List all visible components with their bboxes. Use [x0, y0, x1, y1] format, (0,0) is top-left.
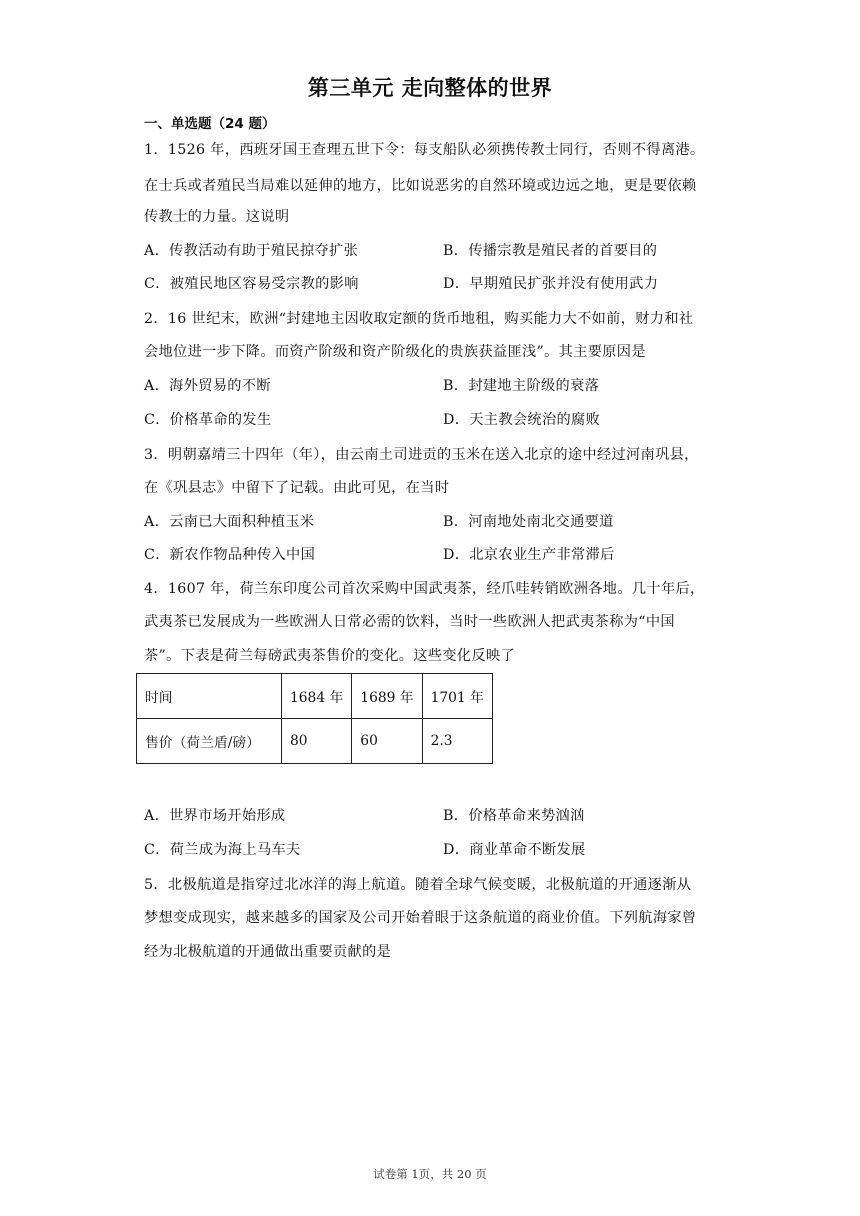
q3-option-d: D．北京农业生产非常滞后 — [443, 547, 615, 563]
page-footer: 试卷第 1页，共 20 页 — [373, 1167, 487, 1181]
q3-line-1: 3．明朝嘉靖三十四年（年），由云南土司进贡的玉米在送入北京的途中经过河南巩县， — [144, 447, 699, 463]
q2-line-2: 会地位进一步下降。而资产阶级和资产阶级化的贵族获益匪浅”。其主要原因是 — [144, 344, 646, 360]
q3-option-a: A．云南已大面积种植玉米 — [144, 514, 315, 530]
price-table — [136, 673, 493, 764]
section-heading: 一、单选题（24 题） — [144, 116, 276, 132]
q2-option-c: C．价格革命的发生 — [144, 412, 272, 428]
q2-option-d: D．天主教会统治的腐败 — [443, 412, 601, 428]
q4-line-1: 4．1607 年，荷兰东印度公司首次采购中国武夷茶，经爪哇转销欧洲各地。几十年后， — [144, 581, 705, 597]
q2-line-1: 2．16 世纪末，欧洲“封建地主因收取定额的货币地租，购买能力大不如前，财力和社 — [144, 311, 694, 327]
q4-line-2: 武夷茶已发展成为一些欧洲人日常必需的饮料，当时一些欧洲人把武夷茶称为“中国 — [144, 614, 675, 630]
page-title: 第三单元 走向整体的世界 — [307, 76, 553, 100]
table-cell: 2.3 — [422, 719, 492, 764]
table-cell: 售价（荷兰盾/磅） — [137, 719, 282, 764]
q4-option-d: D．商业革命不断发展 — [443, 842, 586, 858]
q1-line-2: 在士兵或者殖民当局难以延伸的地方，比如说恶劣的自然环境或边远之地，更是要依赖 — [144, 178, 697, 194]
q3-option-b: B．河南地处南北交通要道 — [443, 514, 614, 530]
q2-option-a: A．海外贸易的不断 — [144, 378, 271, 394]
table-cell: 1689 年 — [352, 674, 422, 719]
q4-option-c: C．荷兰成为海上马车夫 — [144, 842, 301, 858]
q1-line-3: 传教士的力量。这说明 — [144, 209, 290, 225]
q1-option-a: A．传教活动有助于殖民掠夺扩张 — [144, 243, 359, 259]
table-cell: 时间 — [137, 674, 282, 719]
q5-line-2: 梦想变成现实，越来越多的国家及公司开始着眼于这条航道的商业价值。下列航海家曾 — [144, 910, 697, 926]
q3-option-c: C．新农作物品种传入中国 — [144, 547, 316, 563]
q3-line-2: 在《巩县志》中留下了记载。由此可见，在当时 — [144, 480, 450, 496]
table-cell: 60 — [352, 719, 422, 764]
q2-option-b: B．封建地主阶级的衰落 — [443, 378, 600, 394]
q4-line-3: 茶”。下表是荷兰每磅武夷茶售价的变化。这些变化反映了 — [144, 648, 516, 664]
q4-option-b: B．价格革命来势汹汹 — [443, 808, 585, 824]
table-cell: 1701 年 — [422, 674, 492, 719]
q5-line-3: 经为北极航道的开通做出重要贡献的是 — [144, 944, 392, 960]
q1-option-b: B．传播宗教是殖民者的首要目的 — [443, 243, 658, 259]
q1-line-1: 1．1526 年，西班牙国王查理五世下令：每支船队必须携传教士同行，否则不得离港。 — [144, 142, 705, 158]
table-cell: 80 — [282, 719, 352, 764]
q1-option-d: D．早期殖民扩张并没有使用武力 — [443, 276, 659, 292]
q4-option-a: A．世界市场开始形成 — [144, 808, 286, 824]
table-header-row — [137, 674, 493, 719]
table-row — [137, 719, 493, 764]
table-cell: 1684 年 — [282, 674, 352, 719]
q5-line-1: 5．北极航道是指穿过北冰洋的海上航道。随着全球气候变暖，北极航道的开通逐渐从 — [144, 877, 692, 893]
q1-option-c: C．被殖民地区容易受宗教的影响 — [144, 276, 359, 292]
